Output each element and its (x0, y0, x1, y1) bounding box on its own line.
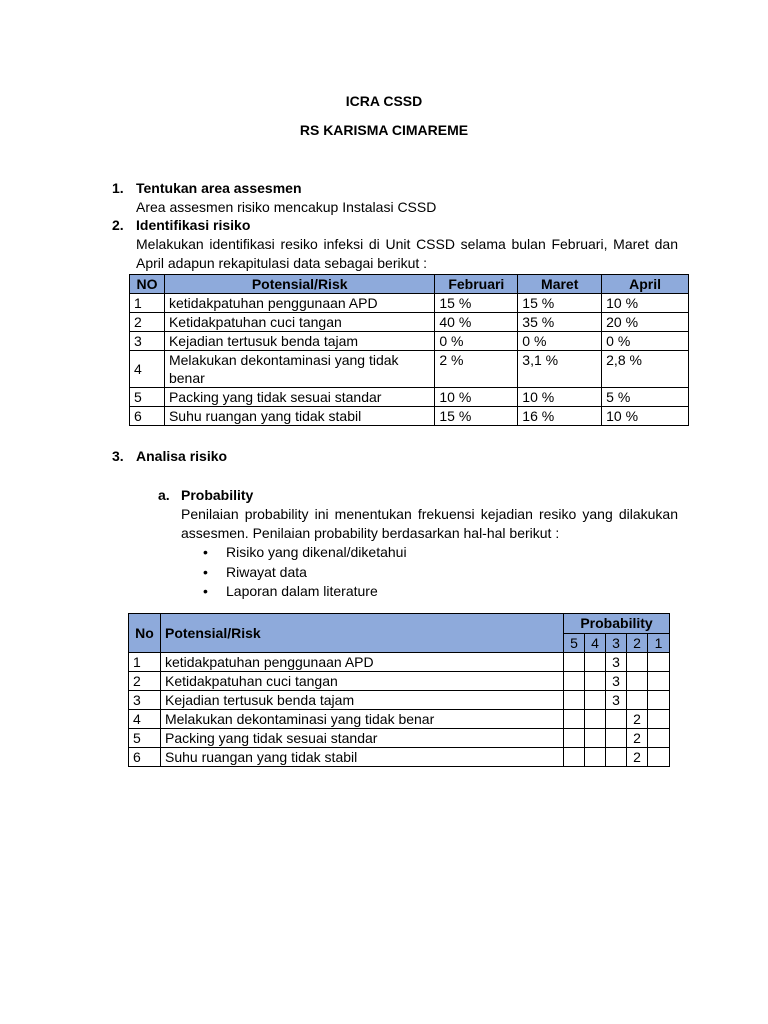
col-header-no: NO (130, 275, 165, 294)
cell-no: 3 (130, 332, 165, 351)
cell-score-1 (647, 729, 669, 748)
cell-score-4 (585, 710, 606, 729)
table-row (130, 332, 689, 351)
table-row (130, 351, 689, 388)
cell-april: 10 % (602, 294, 689, 313)
cell-februari: 40 % (435, 313, 518, 332)
col-header-probability: Probability (564, 614, 670, 634)
cell-risk: ketidakpatuhan penggunaan APD (160, 653, 563, 672)
table-row (129, 710, 670, 729)
cell-score-3: 3 (606, 672, 627, 691)
section1-heading: Tentukan area assesmen (136, 180, 302, 196)
table-row (129, 748, 670, 767)
cell-maret: 10 % (518, 388, 602, 407)
cell-score-4 (585, 691, 606, 710)
table-row (129, 653, 670, 672)
cell-no: 2 (129, 672, 161, 691)
col-header-no: No (129, 614, 161, 653)
cell-score-5 (564, 672, 585, 691)
doc-subtitle: RS KARISMA CIMAREME (299, 122, 469, 138)
cell-score-3 (606, 748, 627, 767)
risk-data-table (129, 274, 689, 426)
bullet-marker: • (203, 583, 208, 599)
section3-heading: Analisa risiko (136, 448, 228, 464)
cell-februari: 15 % (435, 294, 518, 313)
scale-4: 4 (585, 633, 606, 653)
cell-no: 1 (130, 294, 165, 313)
col-header-risk: Potensial/Risk (160, 614, 563, 653)
cell-no: 4 (129, 710, 161, 729)
cell-april: 10 % (602, 407, 689, 426)
cell-no: 6 (129, 748, 161, 767)
cell-risk: Melakukan dekontaminasi yang tidak benar (160, 710, 563, 729)
scale-3: 3 (606, 633, 627, 653)
cell-score-2 (626, 653, 647, 672)
col-header-maret: Maret (518, 275, 602, 294)
table-header-row (129, 614, 670, 634)
cell-score-3 (606, 729, 627, 748)
cell-no: 2 (130, 313, 165, 332)
cell-score-1 (647, 748, 669, 767)
sub-a-letter: a. (158, 487, 170, 503)
cell-no: 6 (130, 407, 165, 426)
table-header-row (130, 275, 689, 294)
col-header-risk: Potensial/Risk (164, 275, 434, 294)
section2-number: 2. (112, 217, 124, 233)
cell-score-1 (647, 672, 669, 691)
table-row (129, 691, 670, 710)
cell-score-4 (585, 653, 606, 672)
cell-maret: 0 % (518, 332, 602, 351)
cell-risk: Kejadian tertusuk benda tajam (164, 332, 434, 351)
cell-score-2: 2 (626, 729, 647, 748)
cell-score-2 (626, 691, 647, 710)
cell-score-4 (585, 748, 606, 767)
cell-no: 5 (130, 388, 165, 407)
sub-a-heading: Probability (181, 487, 254, 503)
cell-risk-line1: Melakukan dekontaminasi yang tidak (168, 352, 399, 368)
cell-maret: 3,1 % (518, 351, 602, 388)
probability-table (128, 613, 670, 767)
cell-april: 20 % (602, 313, 689, 332)
cell-april: 5 % (602, 388, 689, 407)
section2-text-line2: April adapun rekapitulasi data sebagai berikut : (136, 255, 428, 271)
cell-risk: Packing yang tidak sesuai standar (164, 388, 434, 407)
cell-risk: Kejadian tertusuk benda tajam (160, 691, 563, 710)
cell-maret: 15 % (518, 294, 602, 313)
table-row (130, 407, 689, 426)
bullet-item: Laporan dalam literature (226, 583, 378, 599)
table-row (130, 294, 689, 313)
cell-score-5 (564, 691, 585, 710)
doc-title: ICRA CSSD (345, 93, 423, 109)
cell-score-1 (647, 653, 669, 672)
scale-5: 5 (564, 633, 585, 653)
cell-score-5 (564, 710, 585, 729)
scale-2: 2 (626, 633, 647, 653)
col-header-april: April (602, 275, 689, 294)
cell-risk: Ketidakpatuhan cuci tangan (164, 313, 434, 332)
cell-score-4 (585, 672, 606, 691)
cell-risk: Packing yang tidak sesuai standar (160, 729, 563, 748)
col-header-februari: Februari (435, 275, 518, 294)
bullet-marker: • (203, 544, 208, 560)
cell-april: 2,8 % (602, 351, 689, 388)
table-row (129, 729, 670, 748)
cell-risk-line2: benar (168, 370, 205, 386)
cell-no: 4 (130, 351, 165, 388)
table-row (129, 672, 670, 691)
section1-text: Area assesmen risiko mencakup Instalasi CSSD (136, 199, 437, 215)
cell-score-2 (626, 672, 647, 691)
section3-number: 3. (112, 448, 124, 464)
cell-score-3 (606, 710, 627, 729)
bullet-marker: • (203, 564, 208, 580)
section2-heading: Identifikasi risiko (136, 217, 251, 233)
cell-no: 1 (129, 653, 161, 672)
cell-april: 0 % (602, 332, 689, 351)
bullet-item: Riwayat data (226, 564, 307, 580)
cell-maret: 16 % (518, 407, 602, 426)
cell-score-4 (585, 729, 606, 748)
cell-februari: 15 % (435, 407, 518, 426)
cell-februari: 10 % (435, 388, 518, 407)
cell-score-1 (647, 710, 669, 729)
sub-a-text-line2: assesmen. Penilaian probability berdasarkan hal-hal berikut : (181, 525, 560, 541)
cell-februari: 2 % (435, 351, 518, 388)
cell-score-5 (564, 653, 585, 672)
table-row (130, 313, 689, 332)
cell-score-2: 2 (626, 748, 647, 767)
cell-maret: 35 % (518, 313, 602, 332)
cell-score-1 (647, 691, 669, 710)
cell-score-5 (564, 748, 585, 767)
scale-1: 1 (647, 633, 669, 653)
section2-text-line1: Melakukan identifikasi resiko infeksi di Unit CSSD selama bulan Februari, Maret dan (136, 236, 678, 252)
cell-risk: Suhu ruangan yang tidak stabil (164, 407, 434, 426)
cell-februari: 0 % (435, 332, 518, 351)
bullet-item: Risiko yang dikenal/diketahui (226, 544, 407, 560)
cell-score-3: 3 (606, 691, 627, 710)
sub-a-text-line1: Penilaian probability ini menentukan frekuensi kejadian resiko yang dilakukan (181, 506, 678, 522)
cell-score-2: 2 (626, 710, 647, 729)
cell-risk: Suhu ruangan yang tidak stabil (160, 748, 563, 767)
section1-number: 1. (112, 180, 124, 196)
cell-risk: Ketidakpatuhan cuci tangan (160, 672, 563, 691)
table-row (130, 388, 689, 407)
cell-score-3: 3 (606, 653, 627, 672)
cell-no: 3 (129, 691, 161, 710)
cell-risk (164, 351, 434, 388)
cell-risk: ketidakpatuhan penggunaan APD (164, 294, 434, 313)
cell-no: 5 (129, 729, 161, 748)
cell-score-5 (564, 729, 585, 748)
